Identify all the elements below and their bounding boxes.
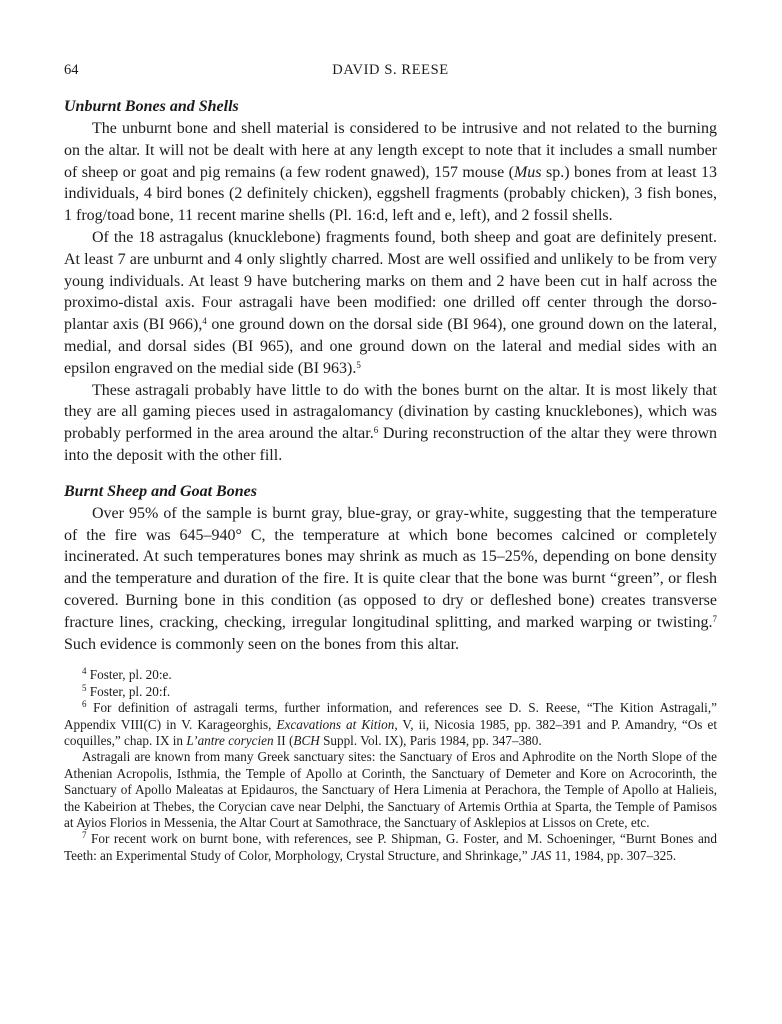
footnote-text: Foster, pl. 20:f. [86, 683, 171, 699]
footnote-mark: 6 [82, 699, 87, 710]
paragraph-text: one ground down on the dorsal side (BI 964), one ground down on the lateral, medial, and dorsal sides (BI 965), and one ground down on the lateral and medial sides with an epsilon engraved on the medial side (BI 963). [64, 316, 718, 377]
paragraph-text: sp.) bones from at least 13 individuals, 4 bird bones (2 definitely chicken), eggshell fragments (probably chicken), 3 fish bones, 1 frog/toad bone, 11 recent marine shells (Pl. 16:d, left and e, left), and 2 fossil shells. [64, 163, 717, 225]
footnotes [64, 667, 717, 864]
paragraph-text: The unburnt bone and shell material is considered to be intrusive and not related to the burning on the altar. It will not be dealt with here at any length except to note that it includes a small number of sheep or goat and pig remains (a few rodent gnawed), 157 mouse ( [64, 120, 717, 181]
footnote-4 [64, 667, 717, 683]
paragraph-text: During reconstruction of the altar they were thrown into the deposit with the other fill. [64, 425, 718, 464]
section-heading-unburnt: Unburnt Bones and Shells [64, 98, 239, 115]
footnote-text: For definition of astragali terms, further information, and references see D. S. Reese, “The Kition Astragali,” Appendix VIII(C) in V. Karageorghis, [64, 700, 717, 732]
footnote-text: , V, ii, Nicosia 1985, pp. 382–391 and P. Amandry, “Os et coquilles,” chap. IX in [64, 716, 717, 748]
section-heading-burnt: Burnt Sheep and Goat Bones [64, 482, 257, 500]
footnote-title: JAS [530, 847, 552, 863]
footnote-text: For recent work on burnt bone, with references, see P. Shipman, G. Foster, and M. Schoeninger, “Burnt Bones and Teeth: an Experimental Study of Color, Morphology, Crystal Structure, and Shrinkage,” [64, 831, 717, 863]
page-header [64, 62, 717, 82]
footnote-7 [64, 831, 717, 864]
footnote-ref-7[interactable]: 7 [712, 613, 717, 624]
footnote-title: BCH [293, 732, 320, 748]
footnote-mark: 5 [82, 682, 87, 693]
paragraph-text: Over 95% of the sample is burnt gray, blue-gray, or gray-white, suggesting that the temperature of the fire was 645–940° C, the temperature at which bone becomes calcined or completely incinerated. At such temperatures bones may shrink as much as 15–25%, depending on bone density and the temperature and duration of the fire. It is quite clear that the bone was burnt “green”, or flesh covered. Burning bone in this condition (as opposed to dry or defleshed bone) creates transverse fracture lines, cracking, checking, irregular longitudinal splitting, and marked warping or twisting. [64, 504, 717, 631]
species-name: Mus [513, 163, 542, 181]
paragraph-text: These astragali probably have little to do with the bones burnt on the altar. It is most likely that they are all gaming pieces used in astragalomancy (divination by casting knucklebones), which was probably performed in the area around the altar. [64, 381, 717, 443]
paragraph-intrusive-material [64, 118, 717, 227]
footnote-6 [64, 700, 717, 749]
paragraph-text: Such evidence is commonly seen on the bones from this altar. [64, 635, 460, 653]
footnote-title: L’antre corycien [186, 732, 274, 748]
footnote-mark: 4 [82, 666, 87, 677]
footnote-mark: 7 [82, 830, 87, 841]
footnote-text: Foster, pl. 20:e. [86, 667, 172, 683]
footnote-ref-5[interactable]: 5 [356, 359, 361, 370]
footnote-text: 11, 1984, pp. 307–325. [551, 847, 677, 863]
footnote-5 [64, 684, 717, 700]
footnote-title: Excavations at Kition [276, 716, 395, 732]
footnote-ref-4[interactable]: 4 [202, 316, 207, 327]
page-body [64, 96, 717, 864]
paragraph-astragalus [64, 227, 717, 380]
paragraph-burnt-bones [64, 503, 717, 656]
footnote-text: II ( [273, 732, 294, 748]
footnote-text: Suppl. Vol. IX), Paris 1984, pp. 347–380. [319, 732, 542, 748]
footnote-6-continued: Astragali are known from many Greek sanctuary sites: the Sanctuary of Eros and Aphrodite on the North Slope of the Athenian Acropolis, Isthmia, the Temple of Apollo at Corinth, the Sanctuary of Demeter and Kore on Acrocorinth, the Sanctuary of Apollo Maleatas at Epidauros, the Sanctuary of Hera Limenia at Perachora, the Temple of Apollo at Halieis, the Kabeirion at Thebes, the Corycian cave near Delphi, the Sanctuary of Artemis Orthia at Sparta, the Temple of Pamisos at Ayios Florios in Messenia, the Altar Court at Samothrace, the Sanctuary of Asklepios at Lissos on Crete, etc. [64, 749, 717, 830]
paragraph-text: Of the 18 astragalus (knucklebone) fragments found, both sheep and goat are definitely present. At least 7 are unburnt and 4 only slightly charred. Most are well ossified and unlikely to be from very young individuals. At least 9 have butchering marks on them and 2 have been cut in half across the proximo-distal axis. Four astragali have been modified: one drilled off center through the dorso-plantar axis (BI 966), [64, 228, 717, 334]
running-head: DAVID S. REESE [332, 62, 449, 78]
page-number: 64 [64, 62, 79, 78]
footnote-ref-6[interactable]: 6 [373, 425, 379, 436]
paragraph-gaming-pieces [64, 380, 717, 467]
